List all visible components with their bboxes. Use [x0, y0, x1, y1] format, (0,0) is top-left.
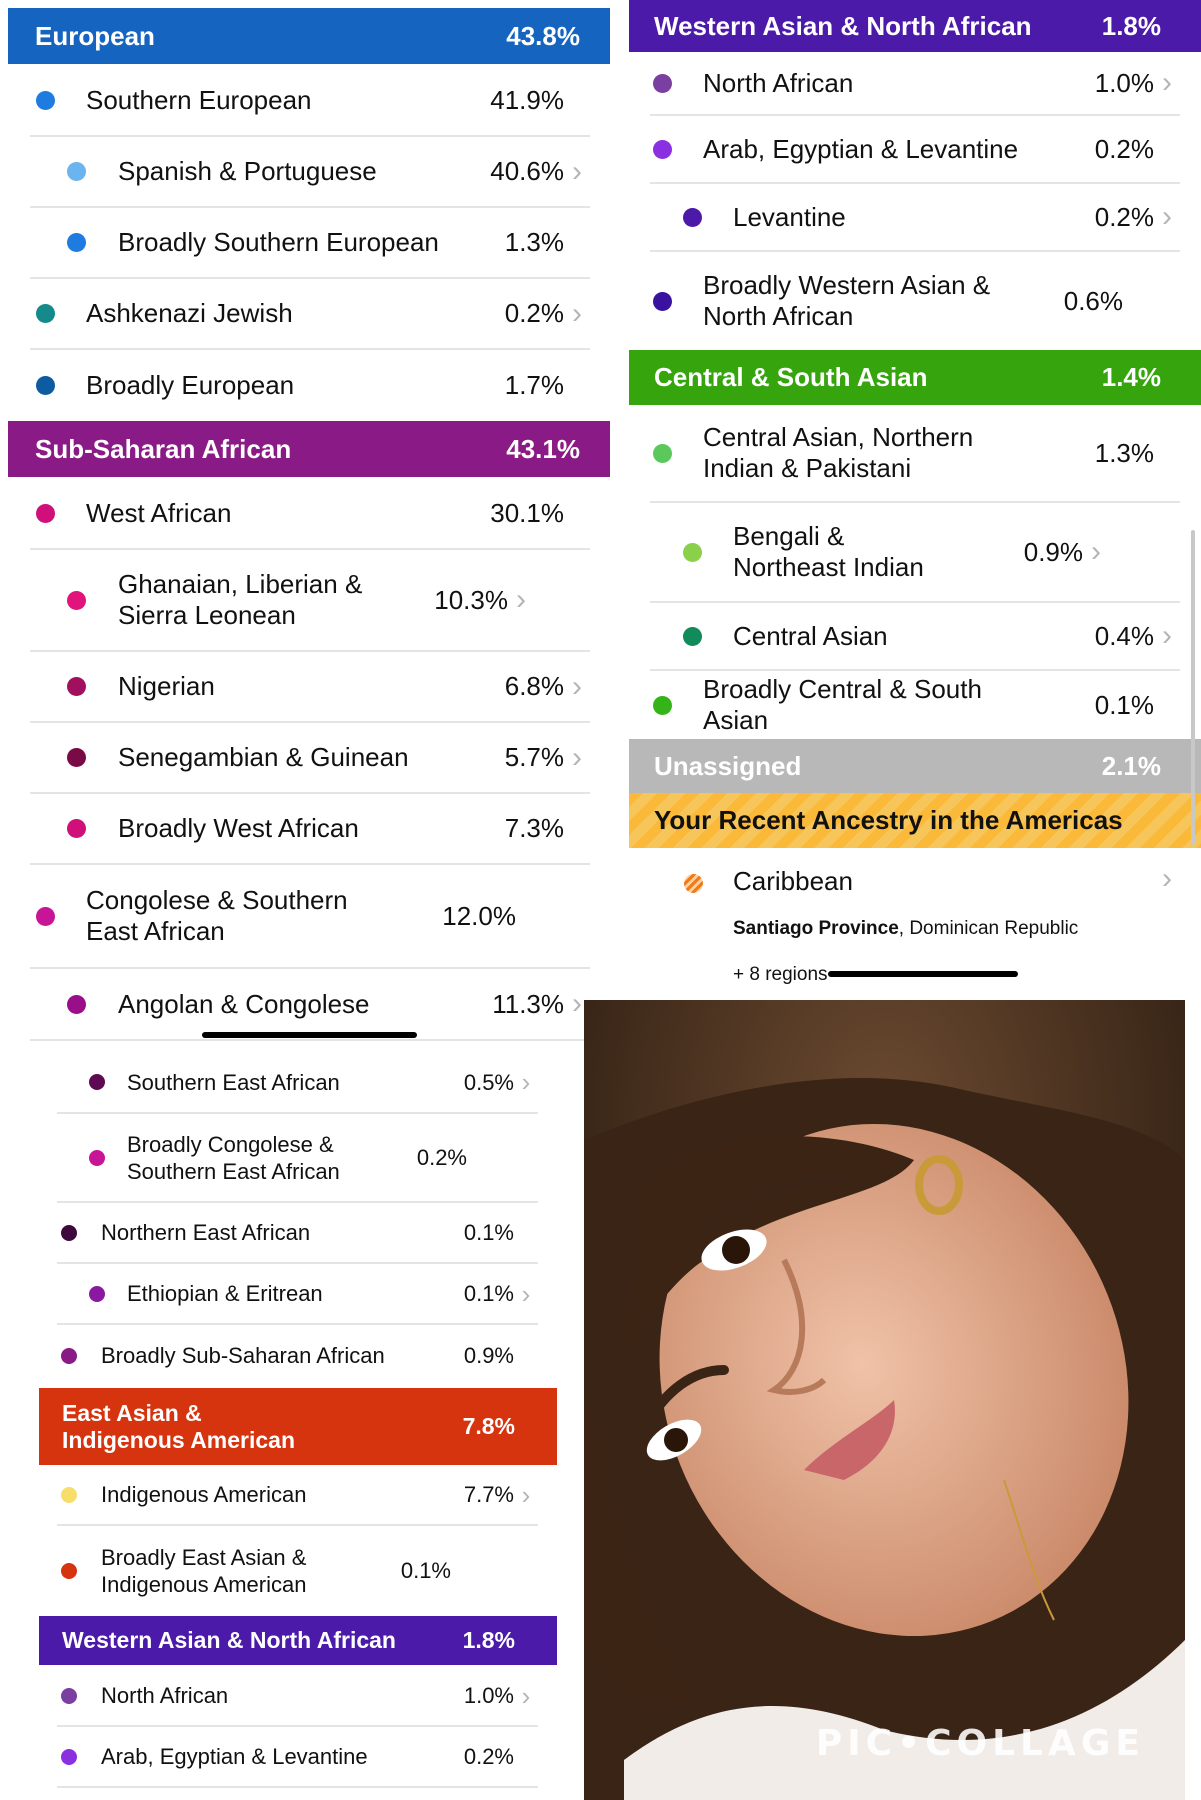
region-label: Spanish & Portuguese: [118, 156, 377, 186]
ancestry-row-broadly-european[interactable]: [30, 350, 590, 420]
region-label: Ghanaian, Liberian & Sierra Leonean: [118, 569, 363, 630]
region-percent: 0.2%: [504, 298, 564, 328]
chevron-right-icon: ›: [521, 1680, 531, 1711]
scrollbar[interactable]: [1191, 530, 1195, 845]
region-dot-icon: [653, 444, 672, 463]
region-label: Senegambian & Guinean: [118, 742, 409, 772]
ancestry-row-broadly-congolese[interactable]: [57, 1114, 538, 1203]
section-percent: 2.1%: [1101, 750, 1161, 781]
region-percent: 1.3%: [1094, 437, 1154, 468]
section-label: Western Asian & North African: [62, 1627, 396, 1653]
region-label: Central Asian: [733, 620, 888, 651]
ancestry-row-congolese-southern-east-african[interactable]: [30, 865, 590, 969]
region-label: West African: [86, 498, 232, 528]
place-province: Santiago Province: [733, 918, 899, 939]
region-dot-icon: [683, 627, 702, 646]
region-percent: 1.7%: [504, 369, 564, 400]
region-percent: 0.4%: [1094, 620, 1154, 651]
region-percent: 0.1%: [400, 1558, 451, 1583]
region-label: Arab, Egyptian & Levantine: [703, 133, 1019, 164]
section-header-central-south-asian[interactable]: [629, 350, 1201, 405]
region-percent: 6.8%: [504, 671, 564, 701]
ancestry-row-central-asian-northern-indian[interactable]: [650, 405, 1180, 503]
region-percent: 12.0%: [442, 900, 516, 931]
region-percent: 0.6%: [1063, 285, 1123, 316]
chevron-right-icon: ›: [516, 583, 526, 616]
chevron-right-icon: ›: [572, 296, 582, 330]
section-percent: 1.8%: [462, 1627, 515, 1653]
region-percent: 0.1%: [463, 1220, 514, 1245]
section-percent: 7.8%: [462, 1413, 515, 1439]
region-dot-icon: [89, 1286, 105, 1302]
ancestry-row-broadly-sub-saharan[interactable]: [57, 1325, 538, 1386]
region-percent: 1.0%: [1094, 67, 1154, 98]
region-label: Ethiopian & Eritrean: [127, 1281, 323, 1306]
region-percent: 0.2%: [416, 1145, 467, 1170]
region-percent: 0.5%: [463, 1069, 514, 1095]
region-label: Levantine: [733, 201, 846, 232]
region-dot-icon: [683, 543, 702, 562]
ancestry-row-ashkenazi-jewish[interactable]: [30, 279, 590, 350]
region-dot-icon: [89, 1074, 105, 1090]
region-percent: 0.1%: [463, 1281, 514, 1306]
ancestry-row-north-african[interactable]: [57, 1666, 538, 1727]
region-label: Southern East African: [127, 1069, 340, 1095]
ancestry-row-west-african[interactable]: [30, 479, 590, 550]
ancestry-row-southern-east-african[interactable]: [57, 1052, 538, 1114]
chevron-right-icon: ›: [1091, 535, 1101, 568]
region-label: Broadly East Asian & Indigenous American: [101, 1544, 307, 1597]
region-dot-icon: [653, 696, 672, 715]
region-percent: 40.6%: [490, 156, 564, 186]
region-dot-icon: [61, 1348, 77, 1364]
region-percent: 0.9%: [463, 1343, 514, 1368]
section-header-western-asian-top[interactable]: [629, 0, 1201, 52]
region-dot-icon: [36, 91, 55, 110]
region-dot-icon: [61, 1563, 77, 1579]
region-dot-icon: [61, 1487, 77, 1503]
chevron-right-icon: ›: [1162, 200, 1172, 233]
region-dot-icon: [683, 208, 702, 227]
section-header-east-asian[interactable]: [39, 1388, 557, 1465]
region-label: Broadly European: [86, 369, 295, 400]
region-percent: 0.2%: [1094, 133, 1154, 164]
section-header-western-asian[interactable]: [39, 1616, 557, 1665]
region-label: Broadly Congolese & Southern East African: [127, 1131, 340, 1184]
region-percent: 7.7%: [463, 1482, 514, 1507]
place-country: , Dominican Republic: [898, 918, 1079, 939]
region-label: North African: [101, 1683, 229, 1708]
section-percent: 43.8%: [506, 20, 580, 51]
region-dot-icon: [36, 504, 55, 523]
region-dot-icon: [653, 292, 672, 311]
ancestry-row-ethiopian-eritrean[interactable]: [57, 1264, 538, 1325]
ancestry-row-broadly-central-south-asian[interactable]: [650, 671, 1180, 739]
region-label: Caribbean: [733, 866, 853, 896]
region-percent: 1.0%: [463, 1683, 514, 1708]
ancestry-row-broadly-western-asian[interactable]: [650, 252, 1180, 350]
region-percent: 5.7%: [504, 742, 564, 772]
chevron-right-icon: ›: [572, 154, 582, 188]
region-percent: 41.9%: [490, 85, 564, 115]
selfie-photo: [584, 1000, 1185, 1800]
section-percent: 1.4%: [1101, 362, 1161, 392]
ancestry-row-arab-egyptian-levantine[interactable]: [57, 1727, 538, 1788]
region-label: Broadly Central & South Asian: [703, 674, 982, 735]
ancestry-row-nigerian[interactable]: [30, 652, 590, 723]
ancestry-row-north-african-right[interactable]: [650, 52, 1180, 116]
region-percent: 30.1%: [490, 498, 564, 528]
region-percent: 10.3%: [434, 584, 508, 615]
region-label: Broadly Southern European: [118, 227, 439, 257]
chevron-right-icon: ›: [572, 669, 582, 703]
region-label: Broadly Sub-Saharan African: [101, 1343, 385, 1368]
chevron-right-icon: ›: [1162, 862, 1172, 895]
section-header-recent-ancestry[interactable]: [629, 793, 1201, 848]
region-dot-icon: [67, 819, 86, 838]
chevron-right-icon: ›: [1162, 619, 1172, 652]
section-label: Western Asian & North African: [654, 10, 1032, 41]
ancestry-row-broadly-southern-european[interactable]: [30, 208, 590, 279]
region-label: Ashkenazi Jewish: [86, 298, 293, 328]
section-label: European: [35, 20, 155, 51]
chevron-right-icon: ›: [1162, 66, 1172, 99]
region-label: Northern East African: [101, 1220, 311, 1245]
region-percent: 7.3%: [504, 813, 564, 843]
region-percent: 0.2%: [1094, 201, 1154, 232]
home-indicator: [828, 971, 1018, 977]
region-label: Central Asian, Northern Indian & Pakistani: [703, 422, 974, 483]
pic-collage-watermark: PIC•COLLAGE: [815, 1723, 1145, 1764]
ancestry-row-broadly-west-african[interactable]: [30, 794, 590, 865]
section-percent: 1.8%: [1101, 10, 1161, 41]
region-label: Arab, Egyptian & Levantine: [101, 1744, 368, 1769]
section-header-unassigned[interactable]: [629, 739, 1201, 793]
ancestry-row-arab-egyptian-right[interactable]: [650, 116, 1180, 184]
region-percent: 0.2%: [463, 1744, 514, 1769]
section-label: Sub-Saharan African: [35, 433, 292, 464]
region-dot-icon: [67, 677, 86, 696]
region-dot-icon: [67, 591, 86, 610]
region-dot-icon: [36, 376, 55, 395]
region-dot-icon: [36, 304, 55, 323]
region-label: Congolese & Southern East African: [86, 885, 348, 946]
more-regions-link[interactable]: + 8 regions: [733, 964, 828, 985]
ancestry-row-bengali-northeast-indian[interactable]: [650, 503, 1180, 603]
region-dot-icon: [61, 1749, 77, 1765]
chevron-right-icon: ›: [521, 1479, 531, 1510]
ancestry-row-northern-east-african[interactable]: [57, 1203, 538, 1264]
ancestry-row-indigenous-american[interactable]: [57, 1465, 538, 1526]
region-dot-icon: [67, 233, 86, 252]
region-dot-icon: [67, 748, 86, 767]
section-label: East Asian & Indigenous American: [62, 1399, 296, 1453]
portrait-illustration: [584, 1000, 1185, 1800]
region-label: Broadly Western Asian & North African: [703, 270, 991, 331]
ancestry-row-angolan-congolese[interactable]: [30, 969, 590, 1041]
ancestry-row-spanish-portuguese[interactable]: [30, 137, 590, 208]
ancestry-row-ghanaian-liberian[interactable]: [30, 550, 590, 652]
section-label: Unassigned: [654, 750, 802, 781]
section-label: Your Recent Ancestry in the Americas: [654, 805, 1123, 835]
ancestry-row-broadly-east-asian[interactable]: [57, 1526, 538, 1615]
region-label: Angolan & Congolese: [118, 988, 370, 1019]
region-percent: 11.3%: [492, 988, 564, 1019]
region-label: Nigerian: [118, 671, 215, 701]
place-name: [733, 918, 1078, 940]
section-header-european[interactable]: [8, 8, 610, 64]
region-percent: 0.1%: [1094, 689, 1154, 720]
region-dot-icon: [89, 1150, 105, 1166]
region-label: Southern European: [86, 85, 312, 115]
ancestry-row-southern-european[interactable]: [30, 66, 590, 137]
region-label: Indigenous American: [101, 1482, 307, 1507]
section-label: Central & South Asian: [654, 362, 928, 392]
region-dot-icon: [67, 162, 86, 181]
region-percent: 0.9%: [1023, 536, 1083, 567]
region-label: Broadly West African: [118, 813, 359, 843]
hatched-dot-icon: [684, 874, 703, 893]
home-indicator: [202, 1032, 417, 1038]
chevron-right-icon: ›: [521, 1067, 531, 1097]
chevron-right-icon: ›: [521, 1278, 531, 1309]
ancestry-row-levantine[interactable]: [650, 184, 1180, 252]
region-dot-icon: [653, 140, 672, 159]
region-label: North African: [703, 67, 854, 98]
region-label: Bengali & Northeast Indian: [733, 521, 924, 582]
region-dot-icon: [61, 1225, 77, 1241]
region-dot-icon: [653, 74, 672, 93]
chevron-right-icon: ›: [572, 740, 582, 774]
section-percent: 43.1%: [506, 433, 580, 464]
region-dot-icon: [36, 907, 55, 926]
ancestry-row-central-asian[interactable]: [650, 603, 1180, 671]
chevron-right-icon: ›: [572, 987, 582, 1020]
ancestry-row-senegambian-guinean[interactable]: [30, 723, 590, 794]
region-dot-icon: [67, 995, 86, 1014]
region-dot-icon: [61, 1688, 77, 1704]
section-header-sub-saharan-african[interactable]: [8, 421, 610, 477]
region-percent: 1.3%: [504, 227, 564, 257]
